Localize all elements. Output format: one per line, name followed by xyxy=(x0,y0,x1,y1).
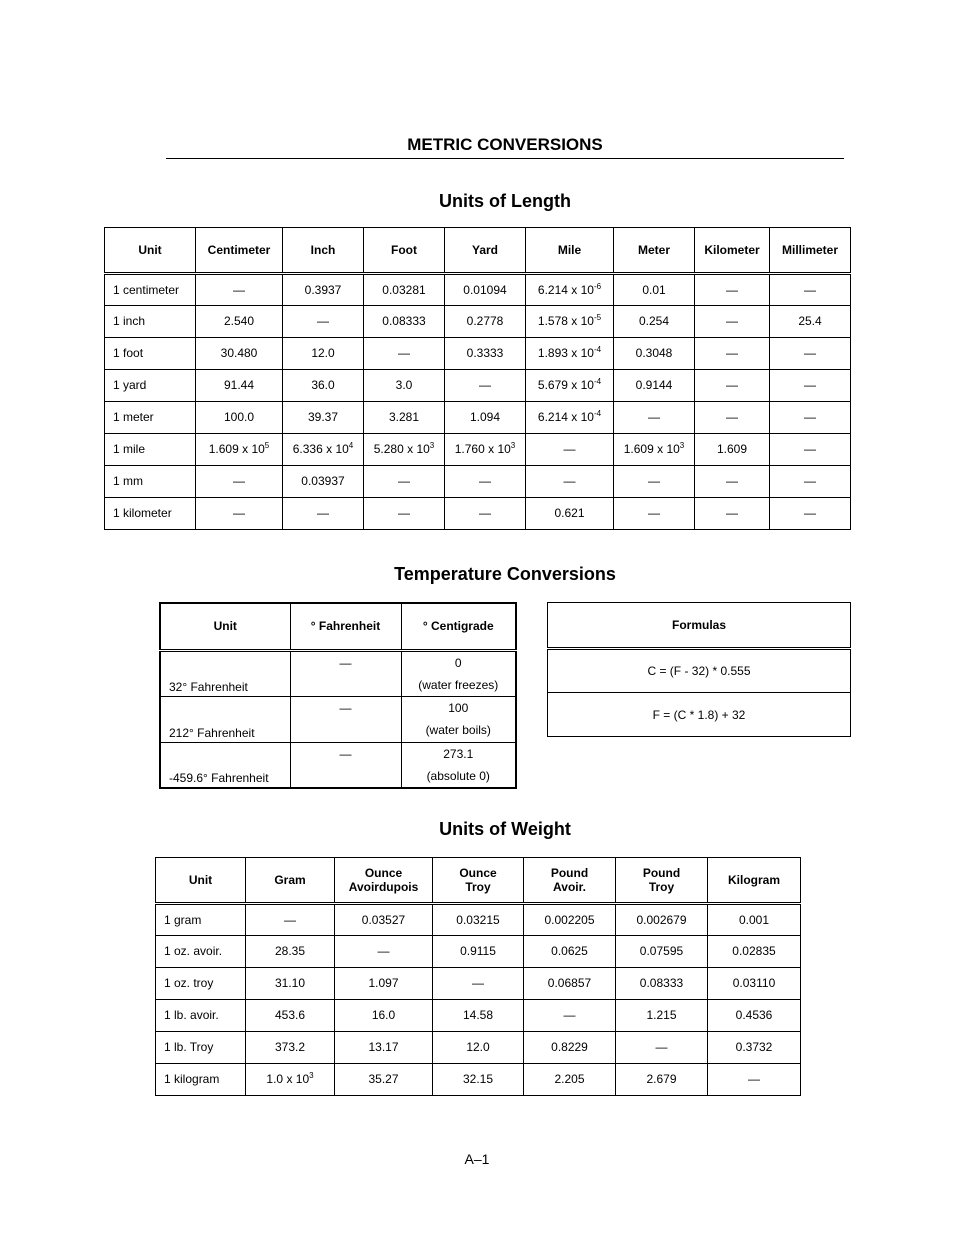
table-header-row xyxy=(156,858,801,904)
temp-centigrade-cell xyxy=(401,742,516,788)
value-cell-gram: 373.2 xyxy=(246,1032,335,1064)
column-header-millimeter: Millimeter xyxy=(770,228,851,274)
page-title: METRIC CONVERSIONS xyxy=(407,135,603,154)
table-row xyxy=(156,1000,801,1032)
value-cell-pound-avoir: 2.205 xyxy=(524,1064,616,1096)
row-label-cell: 1 mile xyxy=(105,434,196,466)
value-cell-kilometer: — xyxy=(695,274,770,306)
column-header-yard: Yard xyxy=(445,228,526,274)
temp-fahrenheit-cell: — xyxy=(290,650,401,696)
value-cell-kilometer: — xyxy=(695,466,770,498)
value-cell-inch: 0.3937 xyxy=(283,274,364,306)
table-header-row xyxy=(160,603,516,650)
exponent: 3 xyxy=(510,441,516,450)
column-header-unit: Unit xyxy=(160,603,290,650)
value-cell-inch: 6.336 x $10^4$ xyxy=(283,434,364,466)
exponent: -4 xyxy=(593,345,602,354)
row-label-cell: 1 foot xyxy=(105,338,196,370)
value-cell-kilometer: 1.609 xyxy=(695,434,770,466)
value-cell-centimeter: — xyxy=(196,466,283,498)
table-row xyxy=(156,936,801,968)
value-cell-inch: 39.37 xyxy=(283,402,364,434)
table-row xyxy=(160,650,516,696)
column-header-foot: Foot xyxy=(364,228,445,274)
value-cell-millimeter: — xyxy=(770,402,851,434)
formula-celsius: C = (F - 32) * 0.555 xyxy=(548,649,851,693)
row-label-cell: 1 yard xyxy=(105,370,196,402)
value-cell-pound-avoir: 0.002205 xyxy=(524,904,616,936)
column-header-centimeter: Centimeter xyxy=(196,228,283,274)
value-cell-centimeter: 91.44 xyxy=(196,370,283,402)
value-cell-foot: — xyxy=(364,338,445,370)
value-cell-ounce-troy: 14.58 xyxy=(433,1000,524,1032)
value-cell-gram: 1.0 x $10^3$ xyxy=(246,1064,335,1096)
centigrade-note: (water boils) xyxy=(425,723,491,737)
value-cell-meter: — xyxy=(614,466,695,498)
value-cell-foot: 0.08333 xyxy=(364,306,445,338)
table-row xyxy=(105,498,851,530)
value-cell-ounce-avoirdupois: 16.0 xyxy=(335,1000,433,1032)
value-cell-foot: 3.281 xyxy=(364,402,445,434)
value-cell-yard: 1.760 x $10^3$ xyxy=(445,434,526,466)
centigrade-value: 273.1 xyxy=(443,746,474,761)
value-cell-kilogram: 0.02835 xyxy=(708,936,801,968)
length-conversion-table xyxy=(104,227,851,530)
value-cell-ounce-troy: 12.0 xyxy=(433,1032,524,1064)
row-label-cell: 1 lb. avoir. xyxy=(156,1000,246,1032)
value-cell-yard: 0.2778 xyxy=(445,306,526,338)
value-cell-mile: — xyxy=(526,466,614,498)
table-row xyxy=(548,649,851,693)
value-cell-meter: 1.609 x $10^3$ xyxy=(614,434,695,466)
value-cell-foot: 3.0 xyxy=(364,370,445,402)
value-cell-inch: — xyxy=(283,498,364,530)
value-cell-ounce-troy: 0.9115 xyxy=(433,936,524,968)
value-cell-kilogram: 0.4536 xyxy=(708,1000,801,1032)
value-cell-pound-troy: 2.679 xyxy=(616,1064,708,1096)
value-cell-mile: 6.214 x $10^{-4}$ xyxy=(526,402,614,434)
value-cell-inch: 36.0 xyxy=(283,370,364,402)
table-header-row xyxy=(105,228,851,274)
value-cell-gram: — xyxy=(246,904,335,936)
table-row xyxy=(156,1064,801,1096)
table-row xyxy=(156,904,801,936)
value-cell-foot: — xyxy=(364,466,445,498)
value-cell-meter: — xyxy=(614,498,695,530)
temp-unit-cell: 32° Fahrenheit xyxy=(160,650,290,696)
value-cell-millimeter: — xyxy=(770,498,851,530)
formula-fahrenheit: F = (C * 1.8) + 32 xyxy=(548,693,851,737)
table-row xyxy=(105,402,851,434)
value-cell-kilogram: 0.03110 xyxy=(708,968,801,1000)
temp-unit-cell: 212° Fahrenheit xyxy=(160,696,290,742)
exponent: -5 xyxy=(593,313,602,322)
exponent: 3 xyxy=(309,1071,314,1080)
value-cell-kilometer: — xyxy=(695,338,770,370)
value-cell-meter: 0.254 xyxy=(614,306,695,338)
value-cell-kilometer: — xyxy=(695,370,770,402)
page-number: A–1 xyxy=(464,1151,490,1167)
value-cell-kilometer: — xyxy=(695,498,770,530)
table-row xyxy=(160,742,516,788)
temp-fahrenheit-cell: — xyxy=(290,742,401,788)
column-header-unit: Unit xyxy=(105,228,196,274)
temp-centigrade-cell xyxy=(401,696,516,742)
table-row xyxy=(105,306,851,338)
value-cell-foot: — xyxy=(364,498,445,530)
row-label-cell: 1 oz. troy xyxy=(156,968,246,1000)
value-cell-millimeter: — xyxy=(770,274,851,306)
table-row xyxy=(105,370,851,402)
value-cell-mile: 5.679 x $10^{-4}$ xyxy=(526,370,614,402)
temperature-section-title: Temperature Conversions xyxy=(394,564,616,584)
column-header-kilogram: Kilogram xyxy=(708,858,801,904)
value-cell-ounce-troy: 32.15 xyxy=(433,1064,524,1096)
value-cell-kilometer: — xyxy=(695,402,770,434)
exponent: 3 xyxy=(429,441,435,450)
value-cell-ounce-avoirdupois: — xyxy=(335,936,433,968)
value-cell-yard: 0.01094 xyxy=(445,274,526,306)
value-cell-pound-avoir: 0.06857 xyxy=(524,968,616,1000)
column-header-kilometer: Kilometer xyxy=(695,228,770,274)
column-header-ounce-avoirdupois: Ounce Avoirdupois xyxy=(335,858,433,904)
value-cell-kilogram: — xyxy=(708,1064,801,1096)
column-header-ounce-troy: Ounce Troy xyxy=(433,858,524,904)
column-header-pound-avoir: Pound Avoir. xyxy=(524,858,616,904)
value-cell-mile: 0.621 xyxy=(526,498,614,530)
value-cell-ounce-avoirdupois: 1.097 xyxy=(335,968,433,1000)
weight-section-title: Units of Weight xyxy=(439,819,571,839)
column-header-centigrade: ° Centigrade xyxy=(401,603,516,650)
value-cell-gram: 453.6 xyxy=(246,1000,335,1032)
value-cell-pound-avoir: — xyxy=(524,1000,616,1032)
value-cell-centimeter: 1.609 x $10^5$ xyxy=(196,434,283,466)
table-row xyxy=(105,338,851,370)
row-label-cell: 1 inch xyxy=(105,306,196,338)
centigrade-value: 100 xyxy=(448,701,469,715)
value-cell-yard: — xyxy=(445,370,526,402)
column-header-mile: Mile xyxy=(526,228,614,274)
value-cell-millimeter: — xyxy=(770,338,851,370)
length-section-title: Units of Length xyxy=(439,191,571,211)
value-cell-kilometer: — xyxy=(695,306,770,338)
table-header-row xyxy=(548,603,851,649)
value-cell-pound-troy: 0.08333 xyxy=(616,968,708,1000)
value-cell-centimeter: — xyxy=(196,498,283,530)
formulas-header: Formulas xyxy=(548,603,851,649)
value-cell-mile: 6.214 x $10^{-6}$ xyxy=(526,274,614,306)
value-cell-centimeter: 100.0 xyxy=(196,402,283,434)
value-cell-ounce-avoirdupois: 13.17 xyxy=(335,1032,433,1064)
row-label-cell: 1 gram xyxy=(156,904,246,936)
title-divider xyxy=(166,158,844,159)
value-cell-ounce-avoirdupois: 35.27 xyxy=(335,1064,433,1096)
temp-fahrenheit-cell: — xyxy=(290,696,401,742)
row-label-cell: 1 kilogram xyxy=(156,1064,246,1096)
row-label-cell: 1 meter xyxy=(105,402,196,434)
value-cell-gram: 31.10 xyxy=(246,968,335,1000)
column-header-unit: Unit xyxy=(156,858,246,904)
exponent: -4 xyxy=(593,409,602,418)
centigrade-note: (absolute 0) xyxy=(426,768,490,783)
value-cell-kilogram: 0.001 xyxy=(708,904,801,936)
value-cell-pound-troy: 0.07595 xyxy=(616,936,708,968)
value-cell-meter: 0.01 xyxy=(614,274,695,306)
exponent: -4 xyxy=(593,377,602,386)
value-cell-centimeter: — xyxy=(196,274,283,306)
value-cell-centimeter: 30.480 xyxy=(196,338,283,370)
row-label-cell: 1 oz. avoir. xyxy=(156,936,246,968)
value-cell-pound-troy: 0.002679 xyxy=(616,904,708,936)
table-row xyxy=(105,466,851,498)
exponent: 4 xyxy=(348,441,354,450)
value-cell-mile: — xyxy=(526,434,614,466)
value-cell-millimeter: — xyxy=(770,466,851,498)
value-cell-mile: 1.578 x $10^{-5}$ xyxy=(526,306,614,338)
centigrade-value: 0 xyxy=(454,655,462,670)
table-row xyxy=(105,274,851,306)
column-header-gram: Gram xyxy=(246,858,335,904)
table-row xyxy=(156,968,801,1000)
row-label-cell: 1 kilometer xyxy=(105,498,196,530)
value-cell-millimeter: — xyxy=(770,434,851,466)
temp-unit-cell: -459.6° Fahrenheit xyxy=(160,742,290,788)
table-row xyxy=(160,696,516,742)
row-label-cell: 1 lb. Troy xyxy=(156,1032,246,1064)
value-cell-inch: 12.0 xyxy=(283,338,364,370)
value-cell-yard: 1.094 xyxy=(445,402,526,434)
weight-conversion-table xyxy=(155,857,801,1096)
exponent: 3 xyxy=(679,441,685,450)
value-cell-gram: 28.35 xyxy=(246,936,335,968)
value-cell-foot: 0.03281 xyxy=(364,274,445,306)
value-cell-mile: 1.893 x $10^{-4}$ xyxy=(526,338,614,370)
value-cell-meter: 0.9144 xyxy=(614,370,695,402)
exponent: 5 xyxy=(264,441,270,450)
value-cell-ounce-troy: — xyxy=(433,968,524,1000)
value-cell-pound-avoir: 0.8229 xyxy=(524,1032,616,1064)
value-cell-meter: 0.3048 xyxy=(614,338,695,370)
temp-centigrade-cell xyxy=(401,650,516,696)
value-cell-inch: 0.03937 xyxy=(283,466,364,498)
column-header-meter: Meter xyxy=(614,228,695,274)
value-cell-centimeter: 2.540 xyxy=(196,306,283,338)
value-cell-millimeter: 25.4 xyxy=(770,306,851,338)
value-cell-millimeter: — xyxy=(770,370,851,402)
value-cell-ounce-troy: 0.03215 xyxy=(433,904,524,936)
value-cell-inch: — xyxy=(283,306,364,338)
value-cell-yard: 0.3333 xyxy=(445,338,526,370)
value-cell-pound-avoir: 0.0625 xyxy=(524,936,616,968)
value-cell-yard: — xyxy=(445,498,526,530)
row-label-cell: 1 mm xyxy=(105,466,196,498)
table-row xyxy=(105,434,851,466)
table-row xyxy=(548,693,851,737)
row-label-cell: 1 centimeter xyxy=(105,274,196,306)
value-cell-meter: — xyxy=(614,402,695,434)
formulas-table xyxy=(547,602,851,737)
column-header-pound-troy: Pound Troy xyxy=(616,858,708,904)
exponent: -6 xyxy=(593,282,602,291)
value-cell-kilogram: 0.3732 xyxy=(708,1032,801,1064)
value-cell-pound-troy: — xyxy=(616,1032,708,1064)
temperature-conversion-table xyxy=(159,602,517,789)
value-cell-pound-troy: 1.215 xyxy=(616,1000,708,1032)
column-header-inch: Inch xyxy=(283,228,364,274)
centigrade-note: (water freezes) xyxy=(418,677,499,692)
table-row xyxy=(156,1032,801,1064)
value-cell-foot: 5.280 x $10^3$ xyxy=(364,434,445,466)
column-header-fahrenheit: ° Fahrenheit xyxy=(290,603,401,650)
value-cell-ounce-avoirdupois: 0.03527 xyxy=(335,904,433,936)
value-cell-yard: — xyxy=(445,466,526,498)
